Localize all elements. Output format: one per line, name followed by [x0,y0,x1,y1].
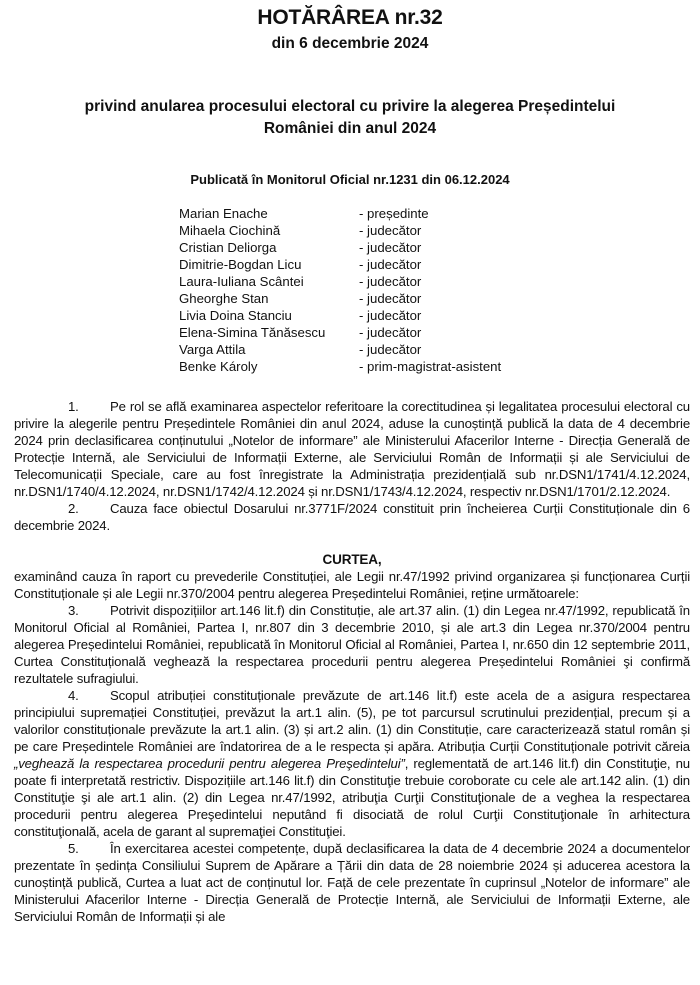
quoted-text: „veghează la respectarea procedurii pentru alegerea Preşedintelui” [14,756,405,771]
member-name: Elena-Simina Tănăsescu [179,325,326,340]
panel-member [179,222,501,239]
panel-member [179,307,501,324]
paragraph-text: Pe rol se află examinarea aspectelor referitoare la corectitudinea și legalitatea procesului electoral cu privire la alegerile pentru Președintele României din anul 2024, aduse la cunoștință publică la data de 4 decembrie 2024 prin declasificarea conținutului „Notelor de informare” ale Ministerului Afacerilor Interne - Direcția Generală de Protecție Internă, ale Serviciului de Informații Externe, ale Serviciului Român de Informații și ale Serviciului de Telecomunicații Speciale, care au fost înregistrate la Administrația prezidențială sub nr.DSN1/1741/4.12.2024, nr.DSN1/1740/4.12.2024, nr.DSN1/1742/4.12.2024 și nr.DSN1/1743/4.12.2024, respectiv nr.DSN1/1701/2.12.2024. [14,399,690,499]
publication-note: Publicată în Monitorul Oficial nr.1231 din 06.12.2024 [190,172,510,187]
paragraph-text: Scopul atribuției constituționale prevăzute de art.146 lit.f) este acela de a asigura respectarea principiului supremației Constituției, prevăzut la art.1 alin. (5), pe tot parcursul scrutinului prezidențial, precum și a valorilor constituționale prevăzute la art.1 alin. (3) și art.2 alin. (1) din Constituție, care caracterizează statul român și pe care Președintele României are îndatorirea de a le respecta și apăra. Atribuția Curții Constituționale potrivit căreia [14,688,690,754]
member-name: Varga Attila [179,342,246,357]
member-name: Benke Károly [179,359,258,374]
panel-member [179,205,501,222]
panel-member [179,290,501,307]
member-role: - judecător [359,342,422,357]
member-role: - judecător [359,257,422,272]
paragraph-number: 3. [68,603,79,618]
paragraph-text: În exercitarea acestei competențe, după declasificarea la data de 4 decembrie 2024 a documentelor prezentate în ședința Consiliului Suprem de Apărare a Țării din data de 28 noiembrie 2024 și aducerea acestora la cunoștință publică, Curtea a luat act de conținutul lor. Față de cele prezentate în cuprinsul „Notelor de informare” ale Ministerului Afacerilor Interne - Direcția Generală de Protecție Internă, ale Serviciului de Informații Externe, ale Serviciului Român de Informații și ale [14,841,690,924]
paragraph-3 [14,602,690,687]
member-role: - judecător [359,291,422,306]
document-subject [0,96,700,140]
member-name: Dimitrie-Bogdan Licu [179,257,302,272]
paragraph-4 [14,687,690,840]
paragraph-text-cont: , reglementată de art.146 lit.f) din Constituţie, nu poate fi interpretată restrictiv. Dispozițiile art.146 lit.f) din Constituţie trebuie coroborate cu cele ale art.142 alin. (1) din Constituţie şi ale art.1 alin. (2) din Legea nr.47/1992, atribuţia Curţii Constituţionale de a veghea la respectarea procedurii pentru alegerea Preşedintelui neputând fi disociată de rolul Curţii Constituţionale în arhitectura constituţională, acela de garant al supremaţiei Constituţiei. [14,756,690,839]
member-role: - judecător [359,325,422,340]
document-date: din 6 decembrie 2024 [271,35,429,52]
curtea-intro: examinând cauza în raport cu prevederile Constituției, ale Legii nr.47/1992 privind organizarea și funcționarea Curții Constituționale și ale Legii nr.370/2004 pentru alegerea Președintelui României, reține următoarele: [14,569,690,601]
paragraph-number: 5. [68,841,79,856]
member-name: Mihaela Ciochină [179,223,281,238]
member-name: Gheorghe Stan [179,291,269,306]
panel-member [179,324,501,341]
member-role: - judecător [359,240,422,255]
paragraph-number: 4. [68,688,79,703]
member-role: - prim-magistrat-asistent [359,359,502,374]
document-title: HOTĂRÂREA nr.32 [257,6,443,29]
paragraph-text: Potrivit dispozițiilor art.146 lit.f) din Constituție, ale art.37 alin. (1) din Legea nr.47/1992, republicată în Monitorul Oficial al României, Partea I, nr.807 din 3 decembrie 2010, și ale art.3 din Legea nr.370/2004 pentru alegerea Președintelui României, republicată în Monitorul Oficial al României, Partea I, nr.650 din 12 septembrie 2011, Curtea Constituțională veghează la respectarea procedurii pentru alegerea Președintelui României şi confirmă rezultatele sufragiului. [14,603,690,686]
panel-member [179,273,501,290]
member-role: - judecător [359,223,422,238]
section-heading-curtea: CURTEA, [322,552,382,567]
panel-member [179,256,501,273]
court-panel [179,205,501,375]
member-name: Laura-Iuliana Scântei [179,274,304,289]
panel-member [179,239,501,256]
subject-line-1: privind anularea procesului electoral cu privire la alegerea Președintelui [84,98,616,115]
member-role: - judecător [359,274,422,289]
paragraph-text: Cauza face obiectul Dosarului nr.3771F/2024 constituit prin încheierea Curții Constituționale din 6 decembrie 2024. [14,501,690,533]
paragraph-2 [14,500,690,534]
document-body [14,398,690,925]
panel-member [179,358,501,375]
paragraph-number: 1. [68,399,79,414]
paragraph-5 [14,840,690,925]
member-name: Marian Enache [179,206,268,221]
member-role: - președinte [359,206,429,221]
member-role: - judecător [359,308,422,323]
paragraph-1 [14,398,690,500]
member-name: Livia Doina Stanciu [179,308,292,323]
paragraph-number: 2. [68,501,79,516]
panel-member [179,341,501,358]
member-name: Cristian Deliorga [179,240,277,255]
subject-line-2: României din anul 2024 [263,120,437,137]
